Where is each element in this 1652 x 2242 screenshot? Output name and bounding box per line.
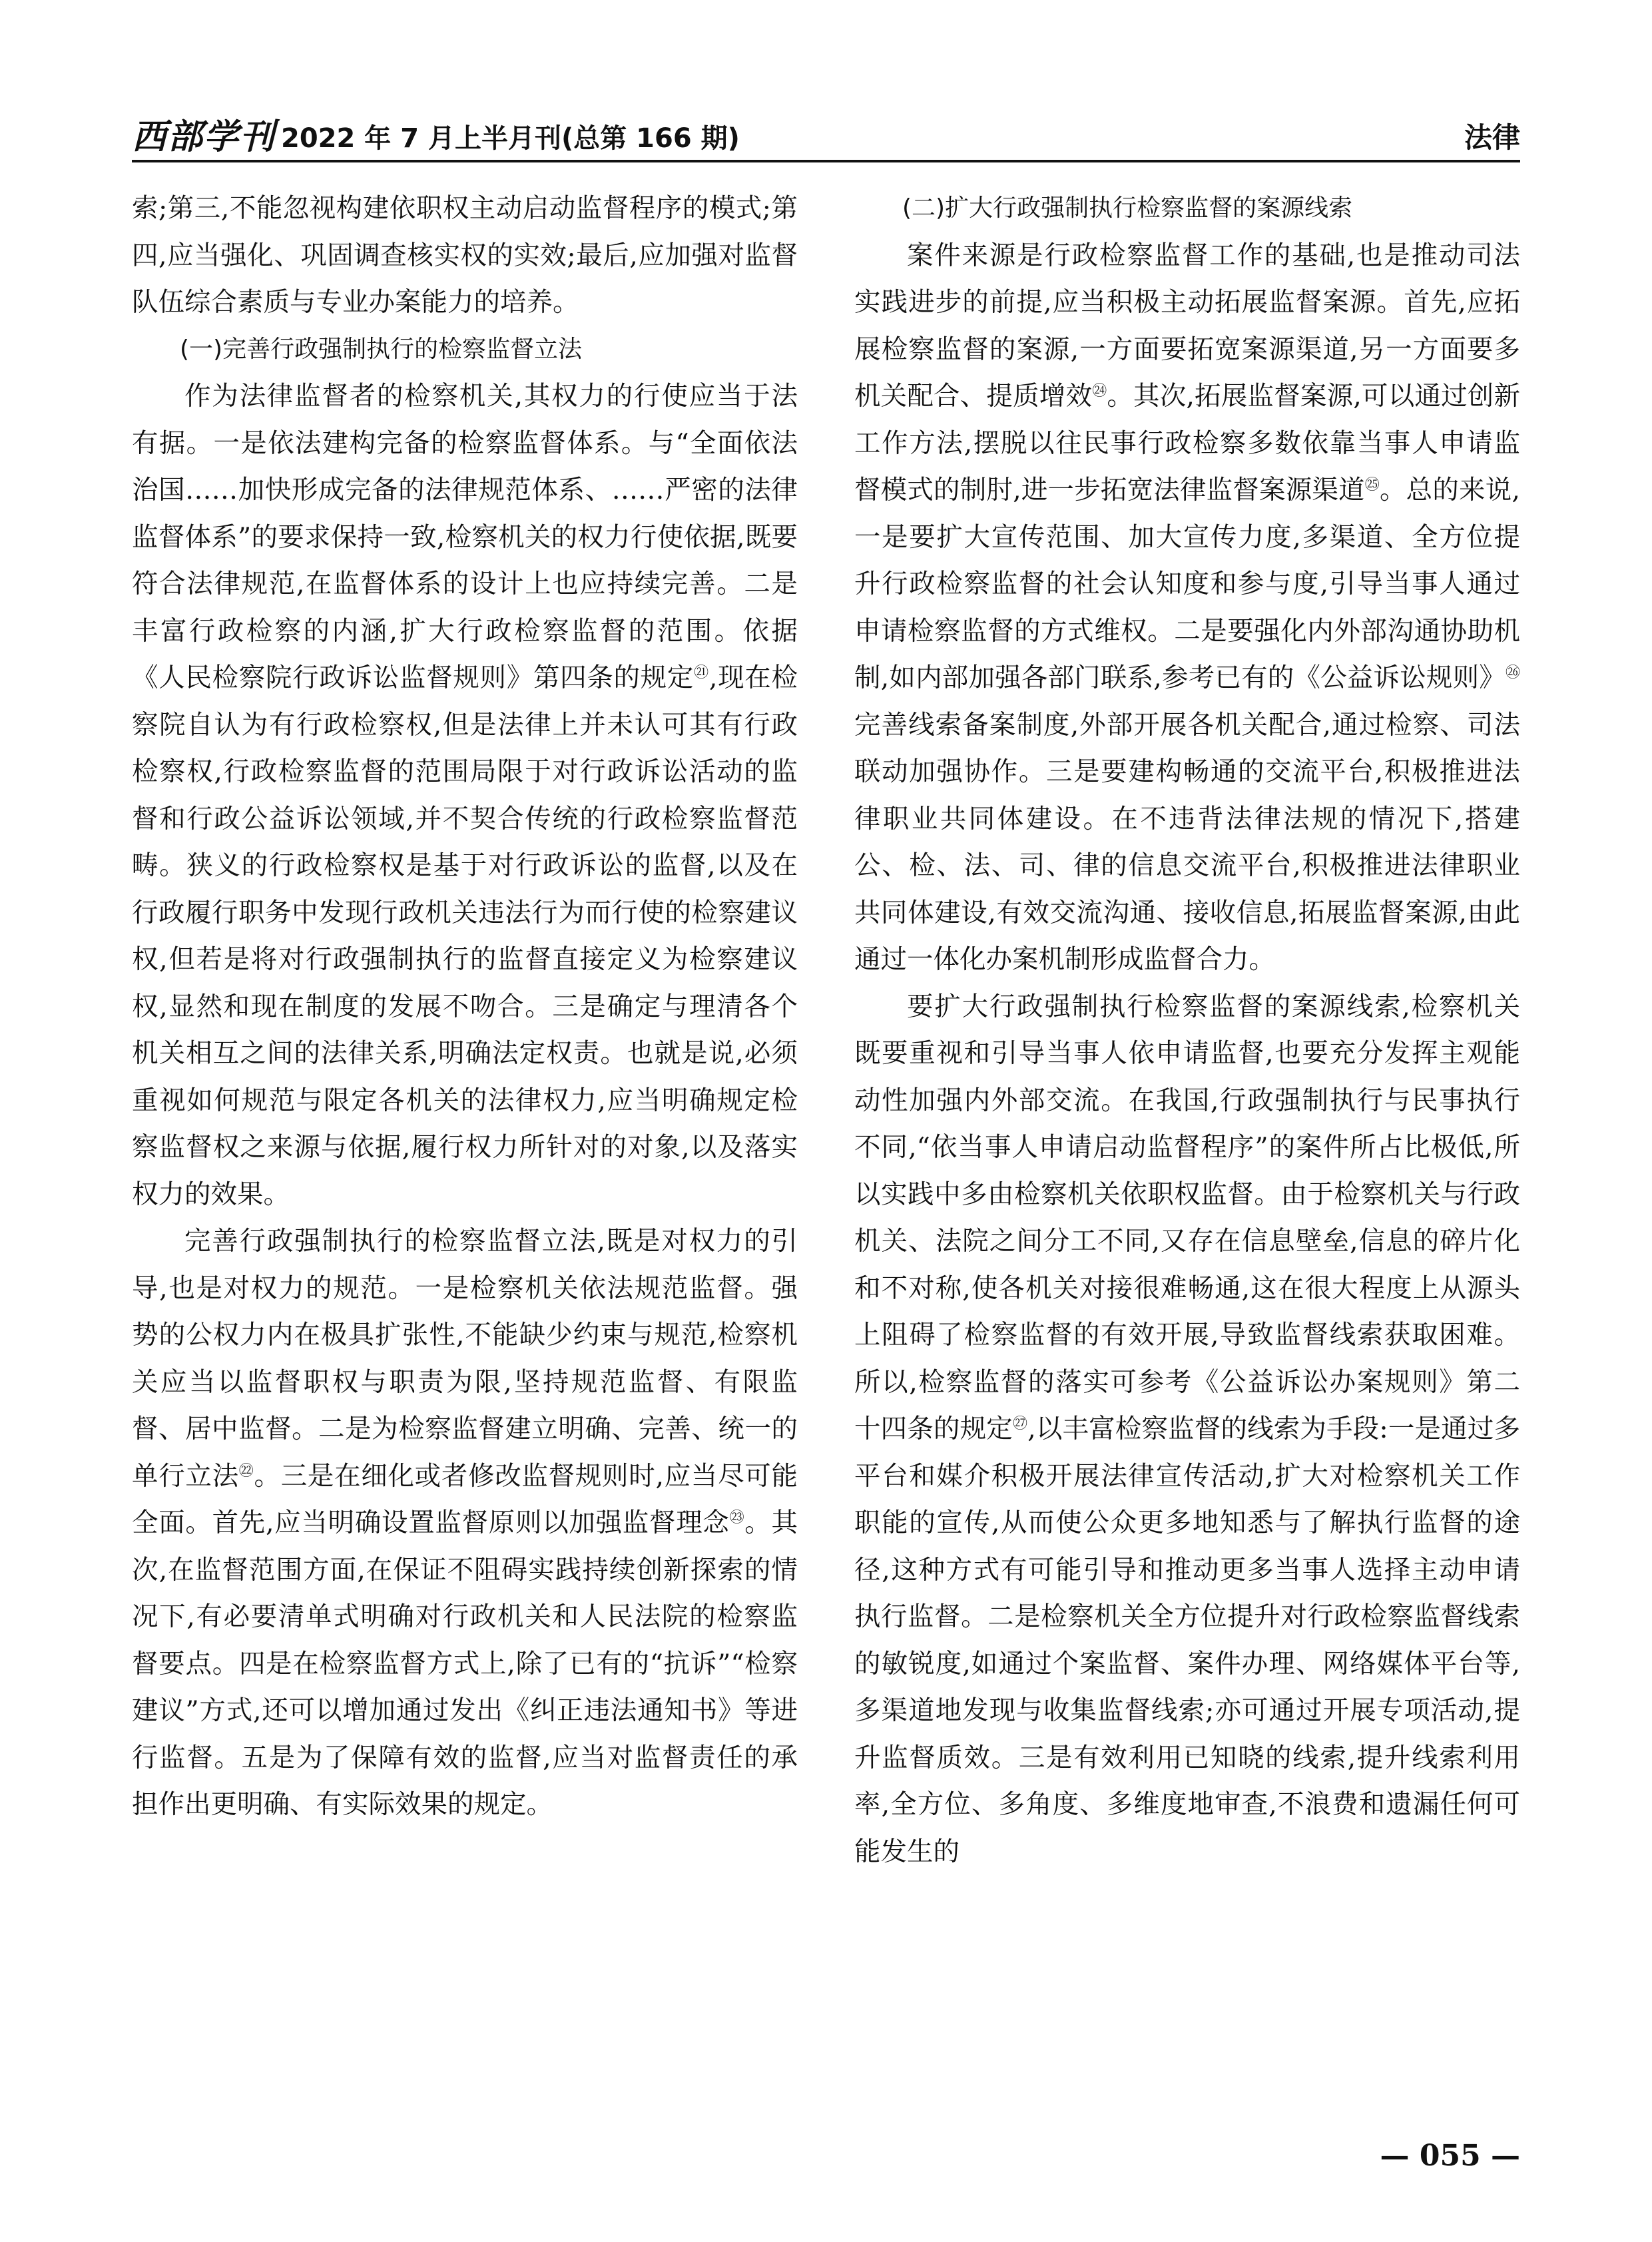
right-column [854, 185, 1520, 1875]
footnote-ref[interactable]: ㉓ [729, 1509, 745, 1526]
left-column [132, 185, 798, 1828]
paragraph [132, 1218, 798, 1828]
paragraph [854, 983, 1520, 1876]
footnote-ref[interactable]: ㉒ [238, 1462, 254, 1480]
paragraph-text: ,以丰富检察监督的线索为手段:一是通过多平台和媒介积极开展法律宣传活动,扩大对检察机关工作职能的宣传,从而使公众更多地知悉与了解执行监督的途径,这种方式有可能引导和推动更多当事人选择主动申请执行监督。二是检察机关全方位提升对行政检察监督线索的敏锐度,如通过个案监督、案件办理、网络媒体平台等,多渠道地发现与收集监督线索;亦可通过开展专项活动,提升监督质效。三是有效利用已知晓的线索,提升线索利用率,全方位、多角度、多维度地审查,不浪费和遗漏任何可能发生的 [854, 1414, 1520, 1867]
paragraph-text: ,现在检察院自认为有行政检察权,但是法律上并未认可其有行政检察权,行政检察监督的范围局限于对行政诉讼活动的监督和行政公益诉讼领域,并不契合传统的行政检察监督范畴。狭义的行政检察权是基于对行政诉讼的监督,以及在行政履行职务中发现行政机关违法行为而行使的检察建议权,但若是将对行政强制执行的监督直接定义为检察建议权,显然和现在制度的发展不吻合。三是确定与理清各个机关相互之间的法律关系,明确法定权责。也就是说,必须重视如何规范与限定各机关的法律权力,应当明确规定检察监督权之来源与依据,履行权力所针对的对象,以及落实权力的效果。 [132, 663, 798, 1210]
paragraph-text: 案件来源是行政检察监督工作的基础,也是推动司法实践进步的前提,应当积极主动拓展监督案源。首先,应拓展检察监督的案源,一方面要拓宽案源渠道,另一方面要多机关配合、提质增效 [854, 240, 1520, 412]
section-heading-1: (一)完善行政强制执行的检察监督立法 [180, 335, 583, 363]
footnote-ref[interactable]: ㉗ [1012, 1415, 1028, 1432]
paragraph-text: 作为法律监督者的检察机关,其权力的行使应当于法有据。一是依法建构完备的检察监督体系。与“全面依法治国……加快形成完备的法律规范体系、……严密的法律监督体系”的要求保持一致,检察机关的权力行使依据,既要符合法律规范,在监督体系的设计上也应持续完善。二是丰富行政检察的内涵,扩大行政检察监督的范围。依据《人民检察院行政诉讼监督规则》第四条的规定 [132, 381, 798, 693]
section-heading-2: (二)扩大行政强制执行检察监督的案源线索 [902, 194, 1353, 222]
footnote-ref[interactable]: ㉕ [1364, 476, 1380, 493]
paragraph-text: 完善行政强制执行的检察监督立法,既是对权力的引导,也是对权力的规范。一是检察机关依法规范监督。强势的公权力内在极具扩张性,不能缺少约束与规范,检察机关应当以监督职权与职责为限,坚持规范监督、有限监督、居中监督。二是为检察监督建立明确、完善、统一的单行立法 [132, 1226, 798, 1492]
paragraph-continued: 索;第三,不能忽视构建依职权主动启动监督程序的模式;第四,应当强化、巩固调查核实权的实效;最后,应加强对监督队伍综合素质与专业办案能力的培养。 [132, 193, 798, 318]
footnote-ref[interactable]: ㉑ [694, 664, 709, 681]
footnote-ref[interactable]: ㉔ [1092, 382, 1107, 400]
header-left [132, 117, 740, 157]
paragraph [132, 373, 798, 1218]
paragraph-text: 。其次,在监督范围方面,在保证不阻碍实践持续创新探索的情况下,有必要清单式明确对行政机关和人民法院的检察监督要点。四是在检察监督方式上,除了已有的“抗诉”“检察建议”方式,还可以增加通过发出《纠正违法通知书》等进行监督。五是为了保障有效的监督,应当对监督责任的承担作出更明确、有实际效果的规定。 [132, 1508, 798, 1820]
footnote-ref[interactable]: ㉖ [1505, 664, 1520, 681]
paragraph-text: 。总的来说,一是要扩大宣传范围、加大宣传力度,多渠道、全方位提升行政检察监督的社会认知度和参与度,引导当事人通过申请检察监督的方式维权。二是要强化内外部沟通协助机制,如内部加强各部门联系,参考已有的《公益诉讼规则》 [854, 475, 1520, 693]
paragraph-text: 。其次,拓展监督案源,可以通过创新工作方法,摆脱以往民事行政检察多数依靠当事人申请监督模式的制肘,进一步拓宽法律监督案源渠道 [854, 381, 1520, 505]
page-number: — 055 — [1380, 2139, 1520, 2173]
issue-info: 2022 年 7 月上半月刊(总第 166 期) [281, 123, 740, 154]
paragraph-text: 。三是在细化或者修改监督规则时,应当尽可能全面。首先,应当明确设置监督原则以加强监督理念 [132, 1460, 798, 1538]
paragraph-text: 完善线索备案制度,外部开展各机关配合,通过检察、司法联动加强协作。三是要建构畅通的交流平台,积极推进法律职业共同体建设。在不违背法律法规的情况下,搭建公、检、法、司、律的信息交流平台,积极推进法律职业共同体建设,有效交流沟通、接收信息,拓展监督案源,由此通过一体化办案机制形成监督合力。 [854, 709, 1520, 975]
paragraph-text: 要扩大行政强制执行检察监督的案源线索,检察机关既要重视和引导当事人依申请监督,也要充分发挥主观能动性加强内外部交流。在我国,行政强制执行与民事执行不同,“依当事人申请启动监督程序”的案件所占比极低,所以实践中多由检察机关依职权监督。由于检察机关与行政机关、法院之间分工不同,又存在信息壁垒,信息的碎片化和不对称,使各机关对接很难畅通,这在很大程度上从源头上阻碍了检察监督的有效开展,导致监督线索获取困难。所以,检察监督的落实可参考《公益诉讼办案规则》第二十四条的规定 [854, 991, 1520, 1444]
section-name: 法律 [1464, 121, 1520, 154]
header-divider [132, 160, 1520, 162]
page-header [132, 113, 1520, 157]
paragraph [854, 232, 1520, 983]
journal-logo: 西部学刊 [132, 117, 276, 157]
